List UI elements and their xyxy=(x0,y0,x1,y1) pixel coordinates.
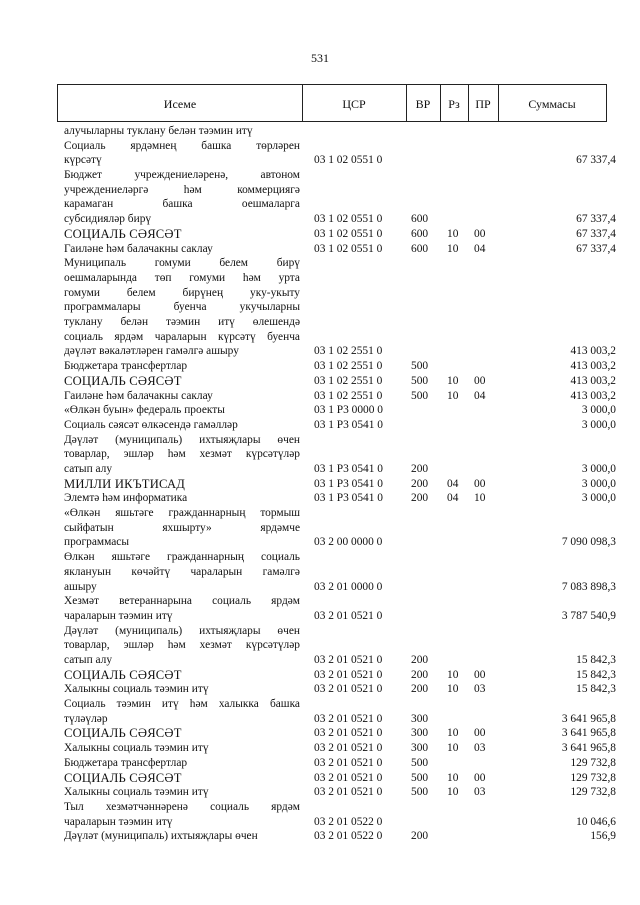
row-sum: 7 090 098,3 xyxy=(561,536,616,549)
row-name-line: чараларын тәэмин итү xyxy=(64,609,173,622)
row-name-line: программасы xyxy=(64,536,130,549)
table-row xyxy=(0,403,640,418)
header-pr: ПР xyxy=(475,97,491,111)
row-vr: 300 xyxy=(411,727,429,740)
row-name-line: гомуми белем бирүнең уку-укыту xyxy=(64,286,300,299)
row-vr: 600 xyxy=(411,242,429,255)
table-row xyxy=(0,682,640,697)
row-rz: 10 xyxy=(447,668,459,681)
row-code: 03 1 02 2551 0 xyxy=(314,389,383,402)
row-pr: 00 xyxy=(474,727,486,740)
row-sum: 413 003,2 xyxy=(570,374,616,387)
row-code: 03 2 01 0522 0 xyxy=(314,815,383,828)
row-name-line: Муниципаль гомуми белем бирү xyxy=(64,257,300,270)
row-sum: 3 787 540,9 xyxy=(561,609,616,622)
row-code: 03 2 01 0000 0 xyxy=(314,580,383,593)
table-row xyxy=(0,242,640,257)
row-rz: 10 xyxy=(447,227,459,240)
row-rz: 10 xyxy=(447,742,459,755)
row-name-line: «Өлкән буын» федераль проекты xyxy=(64,404,225,417)
row-name-line: сыйфатын яхшырту» ярдәмче xyxy=(64,521,300,534)
row-name-line: программалары буенча укучыларны xyxy=(64,301,300,314)
row-sum: 15 842,3 xyxy=(576,668,616,681)
row-name xyxy=(64,403,300,418)
row-name-line: социаль ярдәм чараларын күрсәтү буенча xyxy=(64,330,300,343)
row-name-line: Халыкны социаль тәэмин итү xyxy=(64,683,209,696)
row-pr: 10 xyxy=(474,492,486,505)
row-sum: 7 083 898,3 xyxy=(561,580,616,593)
row-name xyxy=(64,697,300,726)
row-code: 03 1 02 2551 0 xyxy=(314,360,383,373)
table-row xyxy=(0,624,640,668)
row-name xyxy=(64,624,300,668)
row-vr: 600 xyxy=(411,227,429,240)
row-pr: 03 xyxy=(474,786,486,799)
row-name-line: товарлар, эшләр һәм хезмәт күрсәтүләр xyxy=(64,639,300,652)
row-pr: 04 xyxy=(474,242,486,255)
row-rz: 10 xyxy=(447,389,459,402)
row-pr: 04 xyxy=(474,389,486,402)
row-name xyxy=(64,433,300,477)
row-sum: 67 337,4 xyxy=(576,227,616,240)
table-row xyxy=(0,491,640,506)
row-name-line: Дәүләт (муниципаль) ихтыяҗлары өчен xyxy=(64,624,300,637)
table-row xyxy=(0,800,640,829)
row-name xyxy=(64,682,300,697)
row-name xyxy=(64,668,300,683)
row-code: 03 2 01 0521 0 xyxy=(314,668,383,681)
table-row xyxy=(0,697,640,726)
header-rz: Рз xyxy=(448,97,460,111)
row-vr: 600 xyxy=(411,213,429,226)
row-rz: 04 xyxy=(447,492,459,505)
row-rz: 10 xyxy=(447,242,459,255)
row-name xyxy=(64,741,300,756)
row-vr: 500 xyxy=(411,756,429,769)
row-name-line: Бюджетара трансфертлар xyxy=(64,756,188,769)
row-name xyxy=(64,256,300,359)
row-sum: 15 842,3 xyxy=(576,683,616,696)
row-name-line: Бюджет учреждениеләренә, автоном xyxy=(64,169,300,182)
row-name-line: Өлкән яшьтәге гражданнарның социаль xyxy=(64,551,300,564)
row-name-line: Дәүләт (муниципаль) ихтыяҗлары өчен xyxy=(64,433,300,446)
table-row xyxy=(0,374,640,389)
row-name-line: Гаиләне һәм балачакны саклау xyxy=(64,389,213,402)
row-pr: 03 xyxy=(474,683,486,696)
row-rz: 10 xyxy=(447,727,459,740)
header-name: Исеме xyxy=(163,97,197,111)
row-name-line: сатып алу xyxy=(64,654,113,666)
row-name-line: СОЦИАЛЬ СӘЯСӘТ xyxy=(64,226,182,241)
row-code: 03 2 01 0521 0 xyxy=(314,654,383,667)
row-name-line: карамаган башка оешмаларга xyxy=(64,198,300,211)
row-name xyxy=(64,139,300,168)
row-name-line: товарлар, эшләр һәм хезмәт күрсәтүләр xyxy=(64,448,300,461)
row-name-line: Социаль тәэмин итү һәм халыкка башка xyxy=(64,698,300,711)
row-sum: 413 003,2 xyxy=(570,360,616,373)
row-name-line: СОЦИАЛЬ СӘЯСӘТ xyxy=(64,667,182,682)
row-name-line: Гаиләне һәм балачакны саклау xyxy=(64,242,213,255)
row-sum: 3 641 965,8 xyxy=(561,712,616,725)
header-code: ЦСР xyxy=(342,97,366,111)
table-row xyxy=(0,389,640,404)
row-sum: 67 337,4 xyxy=(576,154,616,167)
row-sum: 67 337,4 xyxy=(576,242,616,255)
table-row xyxy=(0,741,640,756)
row-vr: 500 xyxy=(411,389,429,402)
row-code: 03 2 00 0000 0 xyxy=(314,536,383,549)
row-sum: 3 000,0 xyxy=(581,477,616,490)
row-name-line: ашыру xyxy=(64,580,97,593)
row-name-line: «Өлкән яшьтәге гражданнарның тормыш xyxy=(64,507,300,520)
row-name-line: МИЛЛИ ИКЪТИСАД xyxy=(64,476,186,491)
row-sum: 129 732,8 xyxy=(570,786,616,799)
row-name xyxy=(64,374,300,389)
row-code: 03 1 P3 0541 0 xyxy=(314,418,383,431)
row-name-line: Халыкны социаль тәэмин итү xyxy=(64,742,209,755)
row-name-line: учреждениеләргә һәм коммерциягә xyxy=(64,183,300,196)
row-code: 03 1 P3 0541 0 xyxy=(314,492,383,505)
row-name xyxy=(64,726,300,741)
row-vr: 200 xyxy=(411,462,429,475)
row-sum: 3 000,0 xyxy=(581,462,616,475)
row-name xyxy=(64,477,300,492)
row-vr: 200 xyxy=(411,830,429,843)
row-name-line: алучыларны туклану белән тәэмин итү xyxy=(64,125,253,137)
row-rz: 10 xyxy=(447,786,459,799)
row-rz: 10 xyxy=(447,683,459,696)
row-vr: 300 xyxy=(411,742,429,755)
row-name xyxy=(64,491,300,506)
row-sum: 156,9 xyxy=(590,830,616,843)
row-name-line: СОЦИАЛЬ СӘЯСӘТ xyxy=(64,373,182,388)
row-name-line: Дәүләт (муниципаль) ихтыяҗлары өчен xyxy=(64,830,258,843)
row-sum: 3 000,0 xyxy=(581,418,616,431)
row-sum: 67 337,4 xyxy=(576,213,616,226)
table-row xyxy=(0,726,640,741)
table-row xyxy=(0,418,640,433)
row-name-line: күрсәтү xyxy=(64,154,102,167)
row-sum: 413 003,2 xyxy=(570,345,616,358)
row-pr: 00 xyxy=(474,227,486,240)
row-vr: 200 xyxy=(411,654,429,667)
row-rz: 10 xyxy=(447,771,459,784)
row-sum: 15 842,3 xyxy=(576,654,616,667)
table-row xyxy=(0,785,640,800)
table-body xyxy=(0,124,640,844)
row-name-line: түләүләр xyxy=(64,712,108,725)
row-code: 03 1 P3 0541 0 xyxy=(314,477,383,490)
row-code: 03 1 P3 0000 0 xyxy=(314,404,383,417)
row-vr: 500 xyxy=(411,360,429,373)
row-code: 03 1 02 0551 0 xyxy=(314,227,383,240)
row-code: 03 2 01 0521 0 xyxy=(314,786,383,799)
row-code: 03 1 02 0551 0 xyxy=(314,154,383,167)
page-number: 531 xyxy=(311,51,329,65)
row-pr: 03 xyxy=(474,742,486,755)
row-vr: 200 xyxy=(411,668,429,681)
row-code: 03 1 02 0551 0 xyxy=(314,213,383,226)
row-name-line: Социаль сәясәт өлкәсендә гамәлләр xyxy=(64,418,238,431)
table-row xyxy=(0,771,640,786)
row-name xyxy=(64,550,300,594)
row-code: 03 2 01 0521 0 xyxy=(314,756,383,769)
row-vr: 500 xyxy=(411,786,429,799)
row-sum: 3 641 965,8 xyxy=(561,727,616,740)
table-row xyxy=(0,433,640,477)
row-name xyxy=(64,168,300,227)
row-name xyxy=(64,800,300,829)
row-name-line: дәүләт вәкаләтләрен гамәлгә ашыру xyxy=(64,345,239,358)
row-code: 03 1 02 2551 0 xyxy=(314,345,383,358)
row-sum: 3 000,0 xyxy=(581,404,616,417)
row-vr: 200 xyxy=(411,477,429,490)
row-name xyxy=(64,756,300,771)
row-name-line: яклануын көчәйтү чараларын гамәлгә xyxy=(64,565,300,578)
row-name-line: СОЦИАЛЬ СӘЯСӘТ xyxy=(64,726,182,741)
row-code: 03 2 01 0521 0 xyxy=(314,727,383,740)
row-name xyxy=(64,829,300,844)
row-sum: 129 732,8 xyxy=(570,771,616,784)
row-sum: 413 003,2 xyxy=(570,389,616,402)
row-code: 03 1 02 0551 0 xyxy=(314,242,383,255)
row-vr: 500 xyxy=(411,771,429,784)
row-code: 03 2 01 0521 0 xyxy=(314,683,383,696)
table-header xyxy=(57,84,607,122)
row-name-line: Бюджетара трансфертлар xyxy=(64,360,188,373)
row-name xyxy=(64,506,300,550)
row-sum: 129 732,8 xyxy=(570,756,616,769)
row-name xyxy=(64,124,300,139)
row-pr: 00 xyxy=(474,771,486,784)
row-code: 03 1 02 2551 0 xyxy=(314,374,383,387)
row-code: 03 2 01 0522 0 xyxy=(314,830,383,843)
row-name-line: сатып алу xyxy=(64,462,113,475)
row-vr: 500 xyxy=(411,374,429,387)
table-row xyxy=(0,756,640,771)
row-name-line: Социаль ярдәмнең башка төрләрен xyxy=(64,139,300,152)
row-name-line: чараларын тәэмин итү xyxy=(64,815,173,828)
row-name xyxy=(64,594,300,623)
row-vr: 200 xyxy=(411,683,429,696)
row-code: 03 2 01 0521 0 xyxy=(314,771,383,784)
row-name xyxy=(64,359,300,374)
row-sum: 10 046,6 xyxy=(576,815,616,828)
table-row xyxy=(0,227,640,242)
row-name-line: СОЦИАЛЬ СӘЯСӘТ xyxy=(64,770,182,785)
table-row xyxy=(0,477,640,492)
row-sum: 3 000,0 xyxy=(581,492,616,505)
row-name-line: туклану белән тәэмин итү өлешендә xyxy=(64,316,300,328)
row-name-line: субсидияләр бирү xyxy=(64,213,152,226)
table-row xyxy=(0,124,640,139)
table-row xyxy=(0,256,640,359)
row-name xyxy=(64,389,300,404)
table-row xyxy=(0,506,640,550)
table-row xyxy=(0,829,640,844)
row-name xyxy=(64,418,300,433)
row-vr: 200 xyxy=(411,492,429,505)
table-row xyxy=(0,668,640,683)
row-pr: 00 xyxy=(474,374,486,387)
row-code: 03 1 P3 0541 0 xyxy=(314,462,383,475)
row-name-line: оешмаларында төп гомуми һәм урта xyxy=(64,271,300,284)
row-name-line: Элемтә һәм информатика xyxy=(64,492,188,505)
row-sum: 3 641 965,8 xyxy=(561,742,616,755)
row-name xyxy=(64,227,300,242)
row-code: 03 2 01 0521 0 xyxy=(314,609,383,622)
row-name xyxy=(64,785,300,800)
table-row xyxy=(0,139,640,168)
table-row xyxy=(0,550,640,594)
table-row xyxy=(0,359,640,374)
row-rz: 10 xyxy=(447,374,459,387)
row-name-line: Хезмәт ветераннарына социаль ярдәм xyxy=(64,595,300,608)
row-name-line: Тыл хезмәтчәннәренә социаль ярдәм xyxy=(64,800,300,813)
row-pr: 00 xyxy=(474,477,486,490)
row-name xyxy=(64,242,300,257)
row-code: 03 2 01 0521 0 xyxy=(314,742,383,755)
row-code: 03 2 01 0521 0 xyxy=(314,712,383,725)
row-rz: 04 xyxy=(447,477,459,490)
row-name xyxy=(64,771,300,786)
table-row xyxy=(0,168,640,227)
row-name-line: Халыкны социаль тәэмин итү xyxy=(64,786,209,799)
row-pr: 00 xyxy=(474,668,486,681)
header-vr: ВР xyxy=(415,97,431,111)
table-row xyxy=(0,594,640,623)
row-vr: 300 xyxy=(411,712,429,725)
header-sum: Суммасы xyxy=(528,97,576,111)
